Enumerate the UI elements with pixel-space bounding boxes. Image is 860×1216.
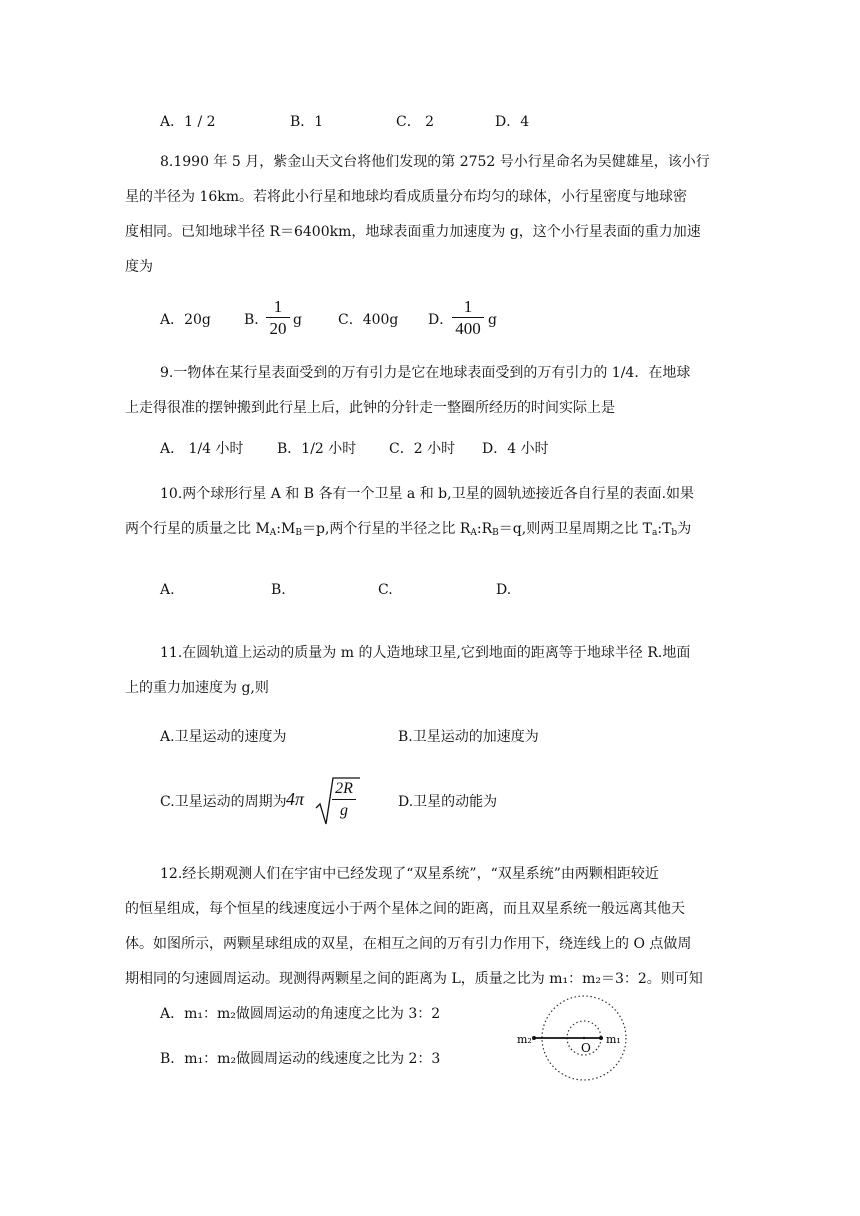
q8-option-d-unit: g bbox=[488, 312, 497, 328]
q12-option-a: A．m₁：m₂做圆周运动的角速度之比为 3：2 bbox=[160, 1006, 441, 1022]
q9-option-a: A． 1/4 小时 bbox=[160, 441, 244, 457]
q10-line-1: 10.两个球形行星 A 和 B 各有一个卫星 a 和 b,卫星的圆轨迹接近各自行星的表面.如果 bbox=[160, 486, 695, 502]
q11-option-b: B.卫星运动的加速度为 bbox=[398, 729, 539, 745]
q11-option-c-coefficient: 4π bbox=[286, 789, 305, 809]
q8-line-3: 度相同。已知地球半径 R＝6400km，地球表面重力加速度为 g，这个小行星表面的重力加速 bbox=[125, 224, 701, 240]
q7-option-d: D．4 bbox=[495, 114, 530, 130]
q9-option-d: D．4 小时 bbox=[482, 441, 549, 457]
q10-option-a: A. bbox=[160, 582, 175, 598]
q11-option-d: D.卫星的动能为 bbox=[398, 794, 498, 810]
q11-line-1: 11.在圆轨道上运动的质量为 m 的人造地球卫星,它到地面的距离等于地球半径 R.地面 bbox=[160, 645, 691, 661]
q10-option-d: D. bbox=[496, 582, 512, 598]
q8-option-a: A．20g bbox=[160, 312, 211, 328]
q8-line-1: 8.1990 年 5 月，紫金山天文台将他们发现的第 2752 号小行星命名为吴健雄星，该小行 bbox=[160, 154, 710, 170]
o-label: O bbox=[581, 1041, 591, 1055]
q8-option-b-label: B． bbox=[244, 312, 269, 328]
m2-star bbox=[532, 1036, 536, 1040]
q11-option-c: C.卫星运动的周期为 bbox=[160, 794, 287, 810]
q12-line-2: 的恒星组成，每个恒星的线速度远小于两个星体之间的距离，而且双星系统一般远离其他天 bbox=[125, 901, 685, 917]
fraction-bar bbox=[266, 317, 290, 318]
q12-line-3: 体。如图所示，两颗星球组成的双星，在相互之间的万有引力作用下，绕连线上的 O 点做周 bbox=[125, 936, 692, 952]
q8-option-b-denominator: 20 bbox=[269, 319, 287, 338]
q12-line-1: 12.经长期观测人们在宇宙中已经发现了“双星系统”，“双星系统”由两颗相距较近 bbox=[160, 866, 659, 882]
q11-line-2: 上的重力加速度为 g,则 bbox=[125, 680, 269, 696]
q8-option-c: C．400g bbox=[338, 312, 399, 328]
q7-option-c: C． 2 bbox=[396, 114, 435, 130]
q12-line-4: 期相同的匀速圆周运动。现测得两颗星之间的距离为 L，质量之比为 m₁：m₂＝3：2。则可知 bbox=[125, 971, 703, 987]
m2-label: m₂ bbox=[517, 1033, 532, 1046]
q11-option-a: A.卫星运动的速度为 bbox=[160, 729, 287, 745]
q7-option-a: A．1 / 2 bbox=[160, 114, 216, 130]
q9-option-c: C．2 小时 bbox=[389, 441, 456, 457]
q7-option-b: B．1 bbox=[290, 114, 324, 130]
fraction-bar bbox=[332, 799, 356, 800]
q8-line-2: 星的半径为 16km。若将此小行星和地球均看成质量分布均匀的球体，小行星密度与地球密 bbox=[125, 189, 688, 205]
q10-line-2: 两个行星的质量之比 $M_A:M_B=p$,两个行星的半径之比 $R_A:R_B=q$,则两卫星周期之比 $T_a:T_b$为 bbox=[125, 521, 692, 538]
q11-option-c-numerator: 2R bbox=[335, 780, 353, 797]
q10-option-b: B. bbox=[271, 582, 286, 598]
q8-option-d-denominator: 400 bbox=[455, 319, 481, 338]
q11-option-c-fraction bbox=[332, 780, 356, 821]
q8-option-d-numerator: 1 bbox=[463, 297, 473, 316]
q10-option-c: C. bbox=[378, 582, 393, 598]
q8-option-d-fraction bbox=[452, 298, 484, 339]
q9-line-2: 上走得很准的摆钟搬到此行星上后，此钟的分针走一整圈所经历的时间实际上是 bbox=[125, 400, 615, 416]
q11-option-c-denominator: g bbox=[340, 802, 348, 819]
q12-option-b: B．m₁：m₂做圆周运动的线速度之比为 2：3 bbox=[160, 1051, 441, 1067]
fraction-bar bbox=[452, 317, 484, 318]
q8-line-4: 度为 bbox=[125, 259, 153, 275]
center-point-o bbox=[583, 1037, 585, 1039]
m1-star bbox=[599, 1036, 603, 1040]
q8-option-b-fraction bbox=[266, 298, 290, 339]
m1-label: m₁ bbox=[606, 1033, 621, 1046]
q8-option-d-label: D． bbox=[428, 312, 454, 328]
q8-option-b-unit: g bbox=[293, 312, 302, 328]
q8-option-b-numerator: 1 bbox=[273, 297, 283, 316]
binary-star-diagram bbox=[510, 980, 650, 1100]
q9-option-b: B．1/2 小时 bbox=[277, 441, 357, 457]
q9-line-1: 9.一物体在某行星表面受到的万有引力是它在地球表面受到的万有引力的 1/4．在地球 bbox=[160, 365, 691, 381]
